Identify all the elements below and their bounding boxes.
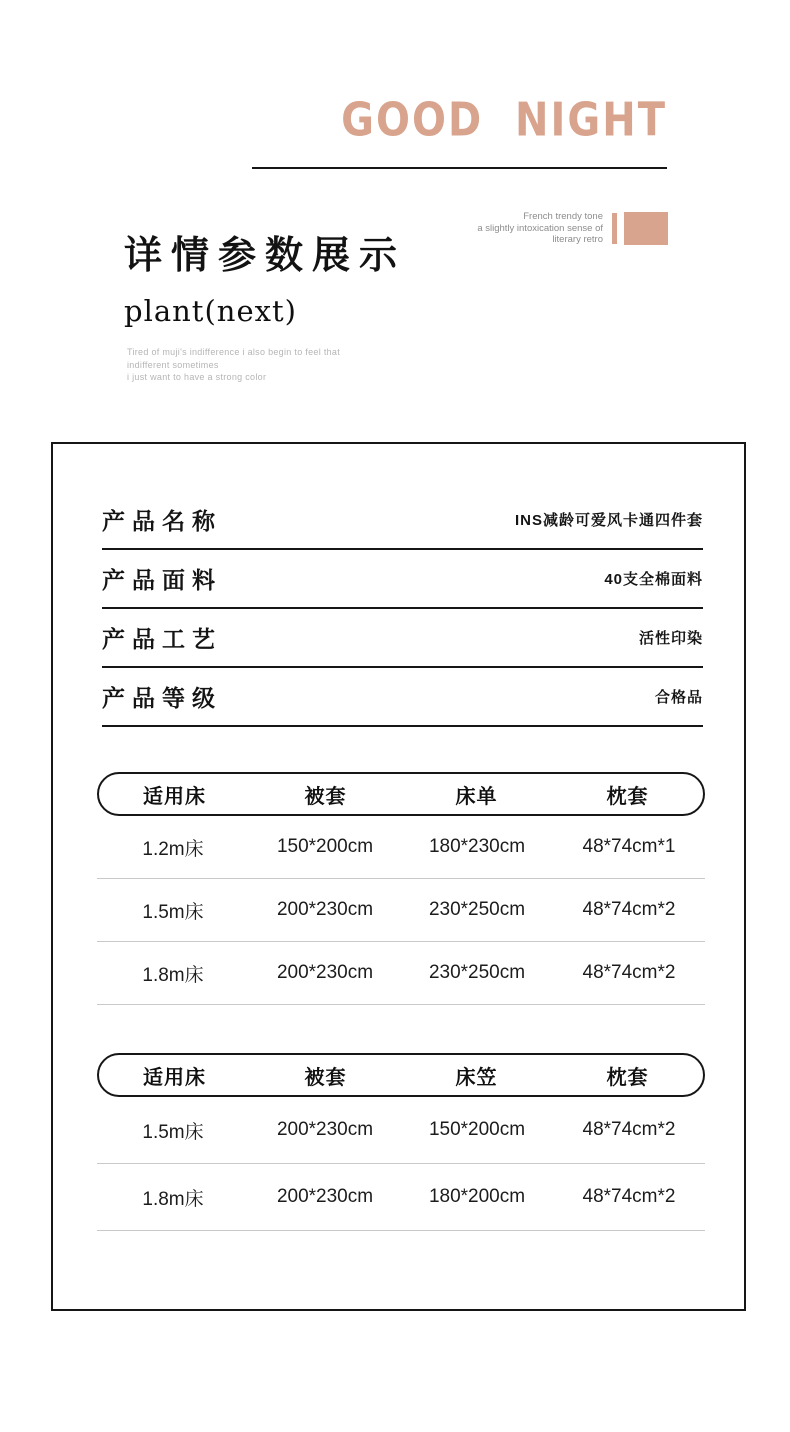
table-cell: 200*230cm <box>276 962 374 983</box>
table-cell: 48*74cm*1 <box>582 836 676 857</box>
section-title: 详情参数展示 <box>124 235 407 277</box>
description-line: Tired of muji's indifference i also begin to feel that <box>127 347 341 357</box>
tagline-text <box>477 211 603 246</box>
table-cell: 150*200cm <box>276 836 374 857</box>
banner-title: GOOD NIGHT <box>341 94 667 147</box>
column-header: 被套 <box>304 1066 347 1089</box>
table-cell: 1.8m床 <box>142 964 204 986</box>
table-row <box>97 942 705 1005</box>
description-text <box>127 346 340 384</box>
column-header: 枕套 <box>606 1066 649 1089</box>
table-row <box>97 1097 705 1164</box>
spec-label: 产品面料 <box>102 567 222 593</box>
spec-value: INS减龄可爱风卡通四件套 <box>514 512 703 529</box>
subtitle: plant(next) <box>124 294 297 328</box>
spec-value: 活性印染 <box>638 630 703 647</box>
table-cell: 48*74cm*2 <box>582 1119 676 1140</box>
accent-bar <box>612 213 617 244</box>
table-cell: 230*250cm <box>428 899 526 920</box>
column-header: 被套 <box>304 785 347 808</box>
tagline-line: a slightly intoxication sense of <box>477 222 603 234</box>
table-row <box>97 816 705 879</box>
size-table-header <box>97 772 705 816</box>
table-cell: 200*230cm <box>276 1186 374 1207</box>
accent-block <box>624 212 668 245</box>
table-row <box>97 879 705 942</box>
table-cell: 230*250cm <box>428 962 526 983</box>
table-cell: 200*230cm <box>276 1119 374 1140</box>
table-cell: 48*74cm*2 <box>582 1186 676 1207</box>
tagline-line: literary retro <box>552 234 603 245</box>
spec-row-product-name <box>102 491 703 550</box>
table-row <box>97 1164 705 1231</box>
spec-label: 产品名称 <box>102 508 222 534</box>
size-table-header <box>97 1053 705 1097</box>
spec-value: 合格品 <box>654 689 703 706</box>
spec-row-craft <box>102 609 703 668</box>
size-table-fitted <box>97 1053 705 1231</box>
table-cell: 48*74cm*2 <box>582 899 676 920</box>
table-cell: 200*230cm <box>276 899 374 920</box>
table-cell: 1.2m床 <box>142 838 204 860</box>
column-header: 适用床 <box>143 785 206 808</box>
spec-row-grade <box>102 668 703 727</box>
table-cell: 1.5m床 <box>142 1121 204 1143</box>
table-cell: 180*200cm <box>428 1186 526 1207</box>
spec-box <box>51 442 746 1311</box>
column-header: 床单 <box>455 785 498 808</box>
spec-label: 产品工艺 <box>102 626 222 652</box>
column-header: 床笠 <box>455 1066 498 1089</box>
column-header: 枕套 <box>606 785 649 808</box>
table-cell: 48*74cm*2 <box>582 962 676 983</box>
table-cell: 150*200cm <box>428 1119 526 1140</box>
table-cell: 1.8m床 <box>142 1188 204 1210</box>
tagline-line: French trendy tone <box>523 211 603 222</box>
spec-value: 40支全棉面料 <box>604 571 703 588</box>
table-cell: 1.5m床 <box>142 901 204 923</box>
spec-row-fabric <box>102 550 703 609</box>
description-line: indifferent sometimes <box>127 359 219 370</box>
spec-label: 产品等级 <box>102 685 222 711</box>
banner-underline <box>252 167 667 169</box>
table-cell: 180*230cm <box>428 836 526 857</box>
spec-list <box>102 491 703 727</box>
size-table-sheet <box>97 772 705 1005</box>
description-line: i just want to have a strong color <box>127 372 267 382</box>
column-header: 适用床 <box>143 1066 206 1089</box>
